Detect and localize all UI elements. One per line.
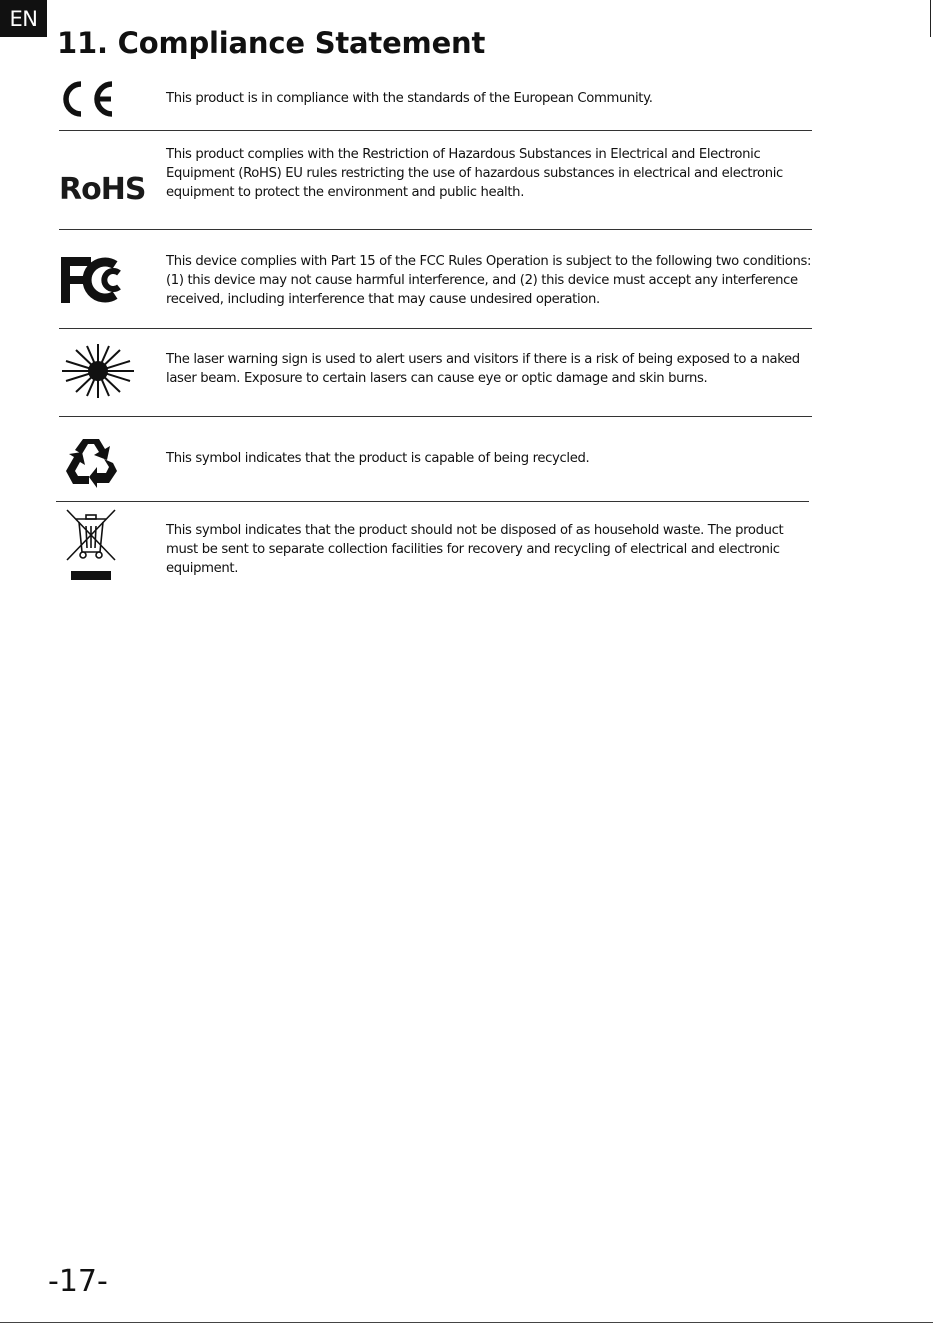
page-edge-line (930, 0, 931, 37)
laser-warning-icon (62, 344, 134, 398)
weee-statement: This symbol indicates that the product should not be disposed of as household waste. The product must be sent to separate collection facilities for recovery and recycling of electrical and electronic equipment. (166, 523, 784, 576)
crossed-bin-weee-icon (64, 508, 118, 582)
page-bottom-line (0, 1322, 933, 1323)
divider (59, 130, 812, 131)
rohs-logo: RoHS (59, 172, 146, 207)
page-title: 11. Compliance Statement (57, 26, 486, 60)
page-number: -17- (48, 1264, 108, 1299)
divider (59, 416, 812, 417)
divider (59, 328, 812, 329)
recycle-icon (63, 435, 119, 489)
laser-statement: The laser warning sign is used to alert users and visitors if there is a risk of being exposed to a naked laser beam. Exposure to certain lasers can cause eye or optic damage and skin burns. (166, 352, 800, 386)
divider (59, 229, 812, 230)
fcc-logo-icon (59, 255, 129, 305)
fcc-statement: This device complies with Part 15 of the FCC Rules Operation is subject to the following two conditions: (1) this device may not cause harmful interference, and (2) this device must accept any interference received, including interference that may cause undesired operation. (166, 254, 812, 307)
divider (56, 501, 809, 502)
ce-statement: This product is in compliance with the standards of the European Community. (166, 91, 653, 106)
recycle-statement: This symbol indicates that the product is capable of being recycled. (166, 451, 590, 466)
language-tab: EN (0, 0, 47, 37)
ce-mark-icon (60, 78, 116, 120)
rohs-statement: This product complies with the Restriction of Hazardous Substances in Electrical and Electronic Equipment (RoHS) EU rules restricting the use of hazardous substances in electrical and electronic equipment to protect the environment and public health. (166, 147, 783, 200)
